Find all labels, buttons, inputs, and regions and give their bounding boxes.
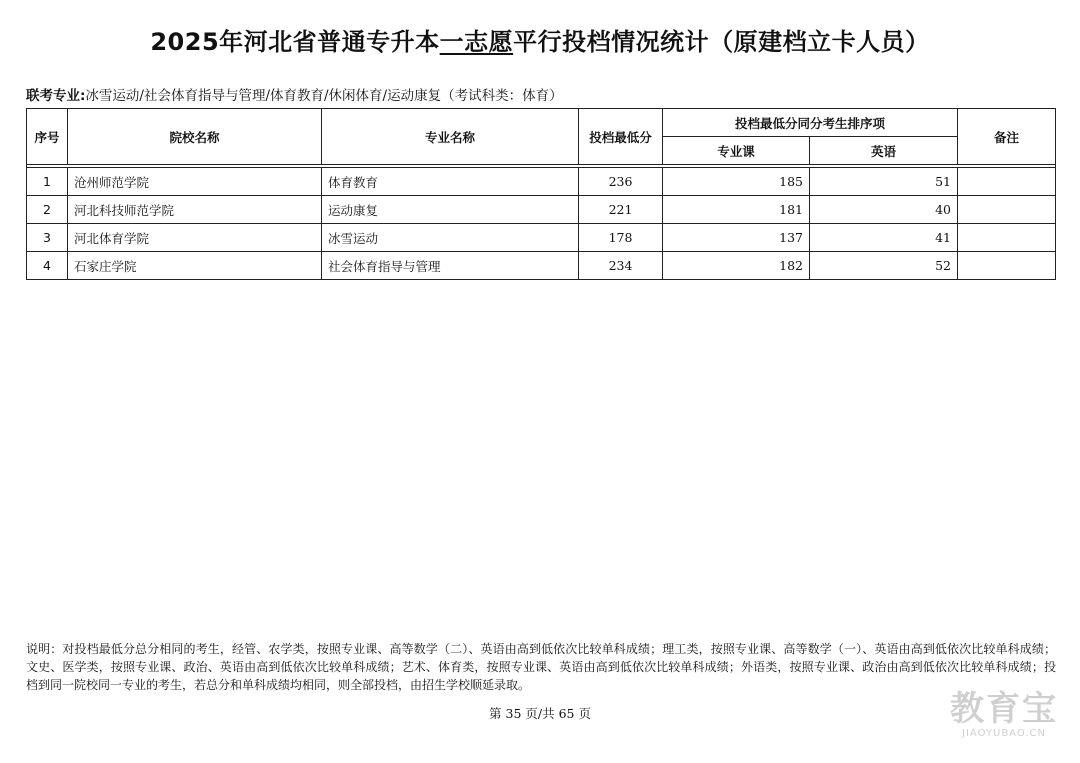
subject-value: 冰雪运动/社会体育指导与管理/体育教育/休闲体育/运动康复（考试科类：体育） (85, 88, 563, 104)
table-row (27, 168, 1056, 196)
cell-english: 51 (810, 168, 958, 196)
header-major: 专业名称 (322, 109, 579, 165)
header-english: 英语 (810, 137, 958, 165)
subject-line (26, 84, 563, 104)
cell-major-course: 185 (663, 168, 810, 196)
cell-index: 2 (27, 196, 68, 224)
cell-remarks (958, 224, 1056, 252)
header-min-score: 投档最低分 (579, 109, 663, 165)
explanatory-note: 说明：对投档最低分总分相同的考生，经管、农学类，按照专业课、高等数学（二）、英语由高到低依次比较单科成绩；理工类，按照专业课、高等数学（一）、英语由高到低依次比较单科成绩；文史、医学类，按照专业课、政治、英语由高到低依次比较单科成绩；艺术、体育类，按照专业课、英语由高到低依次比较单科成绩；外语类，按照专业课、政治由高到低依次比较单科成绩；投档到同一院校同一专业的考生，若总分和单科成绩均相同，则全部投档，由招生学校顺延录取。 (26, 642, 1056, 692)
watermark-sub-text: JIAOYUBAO.CN (962, 728, 1046, 739)
cell-school: 石家庄学院 (68, 252, 322, 280)
cell-min-score: 221 (579, 196, 663, 224)
cell-min-score: 178 (579, 224, 663, 252)
cell-major: 社会体育指导与管理 (322, 252, 579, 280)
table-body (27, 165, 1056, 280)
cell-index: 4 (27, 252, 68, 280)
watermark-main-text: 教育宝 (950, 689, 1058, 729)
cell-major-course: 137 (663, 224, 810, 252)
table-row (27, 224, 1056, 252)
cell-remarks (958, 252, 1056, 280)
cell-remarks (958, 196, 1056, 224)
cell-school: 河北体育学院 (68, 224, 322, 252)
header-tiebreak: 投档最低分同分考生排序项 (663, 109, 958, 137)
table-row (27, 252, 1056, 280)
title-part-2: 一志愿 (439, 28, 514, 56)
cell-major-course: 182 (663, 252, 810, 280)
cell-major: 冰雪运动 (322, 224, 579, 252)
cell-min-score: 236 (579, 168, 663, 196)
subject-label: 联考专业: (26, 88, 86, 104)
title-part-1: 2025年河北省普通专升本 (150, 28, 440, 56)
cell-school: 河北科技师范学院 (68, 196, 322, 224)
watermark-logo (950, 690, 1058, 739)
cell-english: 41 (810, 224, 958, 252)
page-footer: 第 35 页/共 65 页 (489, 706, 591, 721)
title-part-3: 平行投档情况统计（原建档立卡人员） (513, 28, 930, 56)
cell-major: 体育教育 (322, 168, 579, 196)
cell-major-course: 181 (663, 196, 810, 224)
cell-english: 52 (810, 252, 958, 280)
table-row (27, 196, 1056, 224)
page-title (0, 22, 1080, 57)
cell-remarks (958, 168, 1056, 196)
score-table (26, 108, 1056, 280)
cell-min-score: 234 (579, 252, 663, 280)
header-index: 序号 (27, 109, 68, 165)
header-remarks: 备注 (958, 109, 1056, 165)
cell-school: 沧州师范学院 (68, 168, 322, 196)
cell-index: 1 (27, 168, 68, 196)
header-major-course: 专业课 (663, 137, 810, 165)
cell-index: 3 (27, 224, 68, 252)
header-school: 院校名称 (68, 109, 322, 165)
cell-english: 40 (810, 196, 958, 224)
table-header (27, 109, 1056, 165)
cell-major: 运动康复 (322, 196, 579, 224)
